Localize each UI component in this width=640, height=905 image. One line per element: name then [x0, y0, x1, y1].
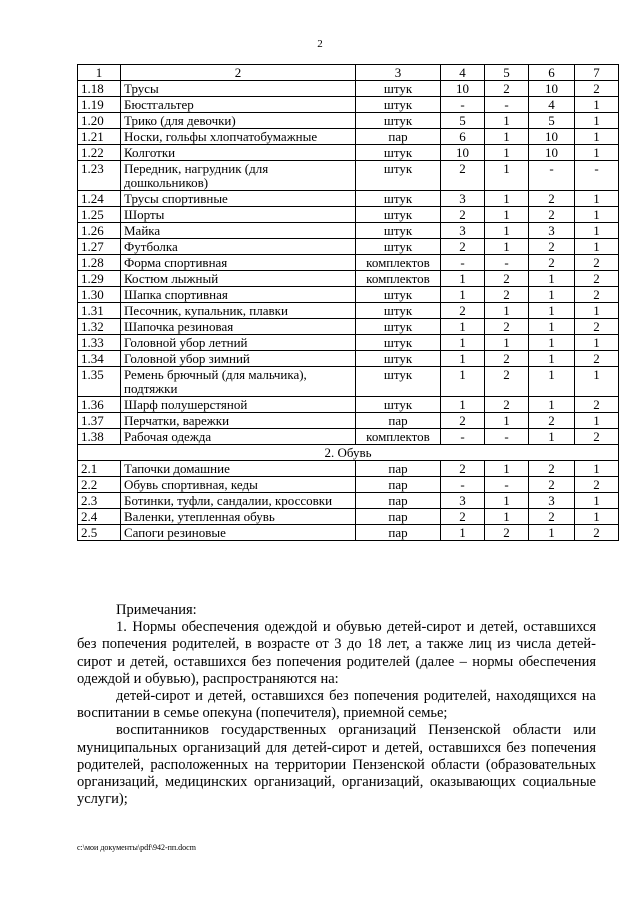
value-cell: 1 [575, 223, 619, 239]
unit-cell: штук [356, 207, 441, 223]
table-row [78, 477, 619, 493]
table-row [78, 461, 619, 477]
value-cell: 2 [529, 413, 575, 429]
item-number-cell: 1.36 [78, 397, 121, 413]
item-name-cell: Шорты [121, 207, 356, 223]
item-number-cell: 1.32 [78, 319, 121, 335]
value-cell: 2 [529, 509, 575, 525]
unit-cell: пар [356, 525, 441, 541]
value-cell: 2 [575, 255, 619, 271]
table-row [78, 367, 619, 397]
item-name-cell: Передник, нагрудник (для дошкольников) [121, 161, 356, 191]
value-cell: 2 [575, 351, 619, 367]
item-name-cell: Песочник, купальник, плавки [121, 303, 356, 319]
table-row [78, 113, 619, 129]
value-cell: 3 [441, 223, 485, 239]
value-cell: 1 [575, 509, 619, 525]
item-number-cell: 1.30 [78, 287, 121, 303]
value-cell: 1 [529, 335, 575, 351]
value-cell: 2 [485, 287, 529, 303]
item-name-cell: Трусы спортивные [121, 191, 356, 207]
value-cell: 2 [485, 81, 529, 97]
unit-cell: штук [356, 367, 441, 397]
section-title: 2. Обувь [78, 445, 619, 461]
table-row [78, 145, 619, 161]
unit-cell: пар [356, 509, 441, 525]
item-name-cell: Валенки, утепленная обувь [121, 509, 356, 525]
value-cell: 1 [575, 303, 619, 319]
value-cell: 1 [485, 207, 529, 223]
value-cell: 1 [575, 113, 619, 129]
value-cell: 1 [529, 429, 575, 445]
value-cell: 1 [485, 129, 529, 145]
value-cell: 1 [529, 287, 575, 303]
table-row [78, 525, 619, 541]
value-cell: 2 [485, 397, 529, 413]
item-name-cell: Колготки [121, 145, 356, 161]
item-number-cell: 1.21 [78, 129, 121, 145]
value-cell: - [485, 97, 529, 113]
value-cell: 3 [529, 223, 575, 239]
item-number-cell: 2.5 [78, 525, 121, 541]
value-cell: 3 [441, 191, 485, 207]
item-name-cell: Головной убор зимний [121, 351, 356, 367]
value-cell: 10 [529, 145, 575, 161]
item-number-cell: 1.27 [78, 239, 121, 255]
item-name-cell: Форма спортивная [121, 255, 356, 271]
norms-table [77, 64, 619, 541]
value-cell: 2 [529, 191, 575, 207]
unit-cell: штук [356, 113, 441, 129]
table-row [78, 287, 619, 303]
unit-cell: пар [356, 461, 441, 477]
table-row [78, 319, 619, 335]
value-cell: 1 [575, 97, 619, 113]
value-cell: 1 [485, 145, 529, 161]
unit-cell: штук [356, 351, 441, 367]
value-cell: 10 [529, 129, 575, 145]
value-cell: 1 [529, 367, 575, 397]
value-cell: 1 [575, 145, 619, 161]
item-name-cell: Бюстгальтер [121, 97, 356, 113]
value-cell: - [485, 477, 529, 493]
value-cell: 2 [485, 525, 529, 541]
item-name-cell: Ботинки, туфли, сандалии, кроссовки [121, 493, 356, 509]
item-number-cell: 1.37 [78, 413, 121, 429]
item-name-cell: Сапоги резиновые [121, 525, 356, 541]
table-row [78, 207, 619, 223]
value-cell: 1 [529, 351, 575, 367]
notes-heading: Примечания: [116, 602, 197, 618]
value-cell: 2 [575, 271, 619, 287]
value-cell: 2 [529, 255, 575, 271]
table-row [78, 81, 619, 97]
header-cell: 1 [78, 65, 121, 81]
value-cell: 1 [575, 129, 619, 145]
item-name-cell: Шапка спортивная [121, 287, 356, 303]
unit-cell: штук [356, 81, 441, 97]
value-cell: 1 [485, 303, 529, 319]
table-row [78, 429, 619, 445]
item-number-cell: 1.19 [78, 97, 121, 113]
value-cell: 2 [441, 207, 485, 223]
value-cell: 2 [575, 319, 619, 335]
value-cell: 2 [485, 351, 529, 367]
item-number-cell: 2.1 [78, 461, 121, 477]
item-name-cell: Футболка [121, 239, 356, 255]
value-cell: 2 [441, 413, 485, 429]
value-cell: 1 [441, 351, 485, 367]
header-cell: 2 [121, 65, 356, 81]
item-number-cell: 1.22 [78, 145, 121, 161]
value-cell: 1 [441, 271, 485, 287]
value-cell: 1 [575, 367, 619, 397]
table-row [78, 97, 619, 113]
value-cell: 6 [441, 129, 485, 145]
item-number-cell: 1.34 [78, 351, 121, 367]
value-cell: 3 [441, 493, 485, 509]
table-row [78, 191, 619, 207]
value-cell: 1 [441, 397, 485, 413]
table-row [78, 223, 619, 239]
notes-section [77, 602, 596, 808]
table-row [78, 397, 619, 413]
item-number-cell: 1.24 [78, 191, 121, 207]
value-cell: 1 [575, 335, 619, 351]
table-row [78, 351, 619, 367]
value-cell: 2 [485, 271, 529, 287]
table-row [78, 303, 619, 319]
item-number-cell: 1.18 [78, 81, 121, 97]
table-row [78, 255, 619, 271]
value-cell: 1 [485, 239, 529, 255]
value-cell: 1 [485, 509, 529, 525]
value-cell: 1 [485, 493, 529, 509]
unit-cell: комплектов [356, 255, 441, 271]
value-cell: 1 [575, 493, 619, 509]
item-name-cell: Носки, гольфы хлопчатобумажные [121, 129, 356, 145]
value-cell: 2 [529, 477, 575, 493]
value-cell: 3 [529, 493, 575, 509]
value-cell: - [485, 255, 529, 271]
value-cell: 1 [485, 413, 529, 429]
value-cell: 1 [485, 223, 529, 239]
table-row [78, 509, 619, 525]
unit-cell: пар [356, 129, 441, 145]
item-number-cell: 1.35 [78, 367, 121, 397]
unit-cell: штук [356, 303, 441, 319]
value-cell: - [441, 97, 485, 113]
item-number-cell: 1.33 [78, 335, 121, 351]
norms-table-body [78, 65, 619, 541]
value-cell: 2 [529, 461, 575, 477]
value-cell: - [441, 429, 485, 445]
item-number-cell: 1.28 [78, 255, 121, 271]
value-cell: 2 [575, 477, 619, 493]
value-cell: 10 [529, 81, 575, 97]
value-cell: 2 [575, 287, 619, 303]
item-number-cell: 2.3 [78, 493, 121, 509]
value-cell: 1 [441, 525, 485, 541]
unit-cell: штук [356, 335, 441, 351]
value-cell: 2 [575, 81, 619, 97]
table-row [78, 239, 619, 255]
item-name-cell: Рабочая одежда [121, 429, 356, 445]
value-cell: 1 [441, 319, 485, 335]
table-row [78, 129, 619, 145]
item-number-cell: 1.31 [78, 303, 121, 319]
value-cell: 1 [529, 397, 575, 413]
note-paragraph: детей-сирот и детей, оставшихся без попечения родителей, находящихся на воспитании в семье опекуна (попечителя), приемной семье; [77, 688, 596, 722]
item-name-cell: Обувь спортивная, кеды [121, 477, 356, 493]
item-name-cell: Шапочка резиновая [121, 319, 356, 335]
item-name-cell: Головной убор летний [121, 335, 356, 351]
value-cell: 1 [529, 271, 575, 287]
value-cell: - [575, 161, 619, 191]
unit-cell: штук [356, 161, 441, 191]
item-name-cell: Перчатки, варежки [121, 413, 356, 429]
header-cell: 5 [485, 65, 529, 81]
item-number-cell: 2.4 [78, 509, 121, 525]
value-cell: 2 [575, 397, 619, 413]
value-cell: 1 [575, 191, 619, 207]
item-name-cell: Ремень брючный (для мальчика), подтяжки [121, 367, 356, 397]
value-cell: 2 [575, 525, 619, 541]
value-cell: 2 [441, 461, 485, 477]
value-cell: 2 [529, 207, 575, 223]
value-cell: 2 [441, 239, 485, 255]
item-number-cell: 1.20 [78, 113, 121, 129]
value-cell: 1 [575, 239, 619, 255]
page-number: 2 [317, 38, 323, 50]
item-name-cell: Майка [121, 223, 356, 239]
item-number-cell: 1.25 [78, 207, 121, 223]
value-cell: 1 [441, 367, 485, 397]
value-cell: 2 [529, 239, 575, 255]
value-cell: 2 [485, 319, 529, 335]
header-cell: 4 [441, 65, 485, 81]
item-name-cell: Шарф полушерстяной [121, 397, 356, 413]
item-name-cell: Трико (для девочки) [121, 113, 356, 129]
item-number-cell: 1.38 [78, 429, 121, 445]
table-row [78, 161, 619, 191]
value-cell: 1 [441, 287, 485, 303]
value-cell: - [441, 255, 485, 271]
header-cell: 6 [529, 65, 575, 81]
value-cell: 1 [485, 461, 529, 477]
table-header-row [78, 65, 619, 81]
value-cell: 2 [441, 509, 485, 525]
value-cell: 1 [485, 335, 529, 351]
unit-cell: штук [356, 97, 441, 113]
unit-cell: штук [356, 191, 441, 207]
table-row [78, 271, 619, 287]
unit-cell: штук [356, 319, 441, 335]
unit-cell: штук [356, 239, 441, 255]
value-cell: 1 [529, 525, 575, 541]
item-name-cell: Трусы [121, 81, 356, 97]
unit-cell: пар [356, 493, 441, 509]
value-cell: 1 [575, 461, 619, 477]
table-row [78, 493, 619, 509]
value-cell: 2 [575, 429, 619, 445]
unit-cell: штук [356, 397, 441, 413]
header-cell: 3 [356, 65, 441, 81]
value-cell: 1 [529, 319, 575, 335]
note-paragraph: воспитанников государственных организаций Пензенской области или муниципальных организаций для детей-сирот и детей, оставшихся без попечения родителей, расположенных на территории Пензенской области (образовательных организаций, медицинских организаций, организаций, оказывающих социальные услуги); [77, 722, 596, 808]
value-cell: - [485, 429, 529, 445]
item-name-cell: Костюм лыжный [121, 271, 356, 287]
section-header-row [78, 445, 619, 461]
item-number-cell: 1.29 [78, 271, 121, 287]
value-cell: 10 [441, 145, 485, 161]
unit-cell: штук [356, 223, 441, 239]
item-number-cell: 1.26 [78, 223, 121, 239]
unit-cell: штук [356, 287, 441, 303]
unit-cell: штук [356, 145, 441, 161]
value-cell: 2 [441, 161, 485, 191]
table-row [78, 335, 619, 351]
value-cell: 1 [441, 335, 485, 351]
value-cell: 1 [575, 413, 619, 429]
item-name-cell: Тапочки домашние [121, 461, 356, 477]
value-cell: 4 [529, 97, 575, 113]
item-number-cell: 2.2 [78, 477, 121, 493]
unit-cell: комплектов [356, 429, 441, 445]
value-cell: 10 [441, 81, 485, 97]
footer-file-path: c:\мои документы\pdf\942-пп.docm [77, 843, 196, 852]
value-cell: 2 [441, 303, 485, 319]
value-cell: 1 [485, 113, 529, 129]
header-cell: 7 [575, 65, 619, 81]
value-cell: 5 [529, 113, 575, 129]
value-cell: 5 [441, 113, 485, 129]
value-cell: - [441, 477, 485, 493]
unit-cell: пар [356, 477, 441, 493]
value-cell: 1 [575, 207, 619, 223]
item-number-cell: 1.23 [78, 161, 121, 191]
value-cell: - [529, 161, 575, 191]
value-cell: 2 [485, 367, 529, 397]
value-cell: 1 [485, 161, 529, 191]
value-cell: 1 [529, 303, 575, 319]
table-row [78, 413, 619, 429]
note-paragraph: 1. Нормы обеспечения одеждой и обувью детей-сирот и детей, оставшихся без попечения родителей, в возрасте от 3 до 18 лет, а также лиц из числа детей-сирот и детей, оставшихся без попечения родителей (далее – нормы обеспечения одеждой и обувью), распространяются на: [77, 619, 596, 687]
unit-cell: комплектов [356, 271, 441, 287]
unit-cell: пар [356, 413, 441, 429]
value-cell: 1 [485, 191, 529, 207]
